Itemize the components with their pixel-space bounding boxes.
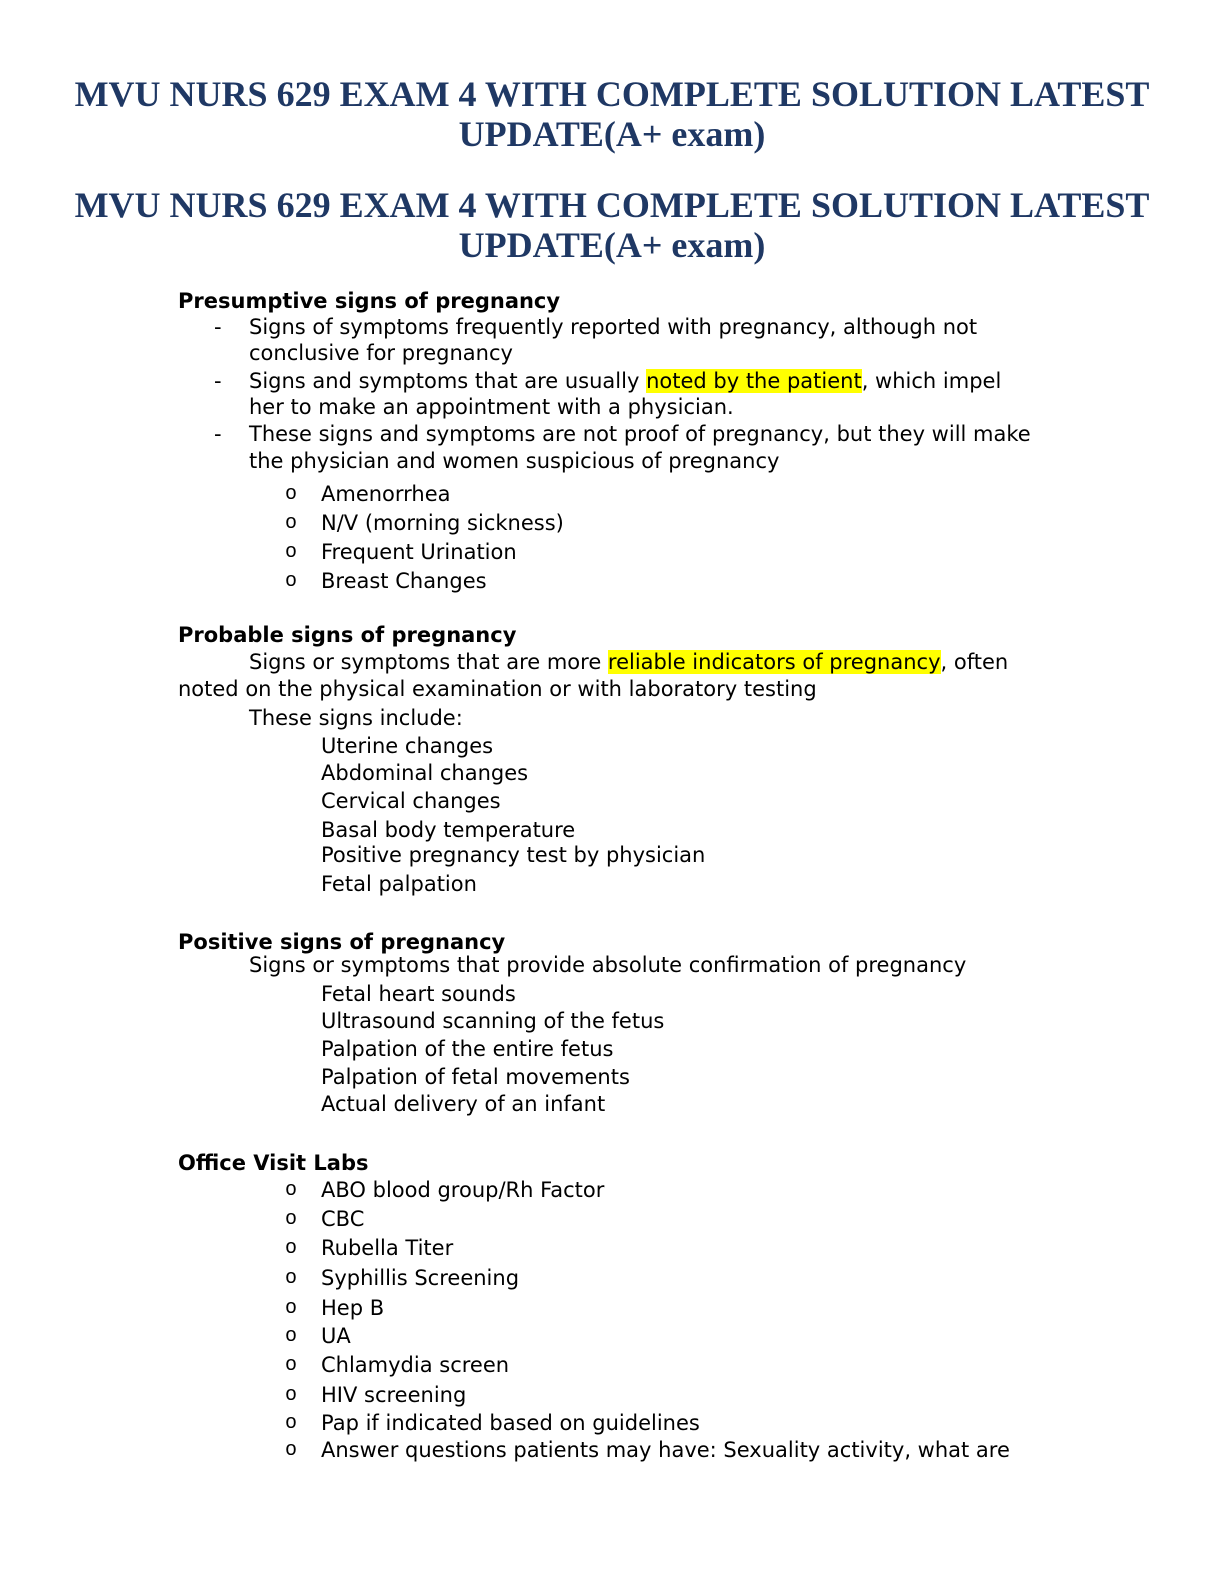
circle-bullet-icon: o: [285, 1297, 298, 1320]
circle-bullet-icon: o: [285, 1354, 298, 1377]
section-heading-probable: Probable signs of pregnancy: [178, 623, 517, 647]
probable-intro: These signs include:: [249, 706, 463, 730]
circle-bullet-icon: o: [285, 1384, 298, 1407]
circle-bullet-icon: o: [285, 1267, 298, 1290]
document-title-repeat: [0, 185, 1224, 265]
list-item: Ultrasound scanning of the fetus: [321, 1009, 665, 1033]
list-item: Answer questions patients may have: Sexuality activity, what are: [321, 1438, 1010, 1462]
circle-bullet-icon: o: [285, 512, 298, 535]
list-item: Cervical changes: [321, 789, 501, 813]
circle-bullet-icon: o: [285, 1412, 298, 1435]
list-item: Rubella Titer: [321, 1236, 454, 1260]
highlighted-text: reliable indicators of pregnancy: [607, 650, 941, 674]
circle-bullet-icon: o: [285, 483, 298, 506]
probable-description-line-2: noted on the physical examination or with laboratory testing: [178, 677, 817, 701]
circle-bullet-icon: o: [285, 1237, 298, 1260]
title-line: MVU NURS 629 EXAM 4 WITH COMPLETE SOLUTION LATEST: [74, 74, 1150, 114]
list-item: N/V (morning sickness): [321, 511, 564, 535]
text-segment: Signs and symptoms that are usually: [249, 369, 647, 393]
positive-intro: Signs or symptoms that provide absolute confirmation of pregnancy: [249, 953, 967, 977]
circle-bullet-icon: o: [285, 1208, 298, 1231]
list-item: Actual delivery of an infant: [321, 1092, 606, 1116]
presumptive-point-2-line-1: [249, 368, 1001, 394]
title-line: MVU NURS 629 EXAM 4 WITH COMPLETE SOLUTION LATEST: [74, 185, 1150, 225]
list-item: Amenorrhea: [321, 482, 451, 506]
list-item: Chlamydia screen: [321, 1353, 510, 1377]
list-item: Breast Changes: [321, 569, 487, 593]
list-item: Frequent Urination: [321, 540, 517, 564]
list-item: Abdominal changes: [321, 761, 529, 785]
section-heading-positive: Positive signs of pregnancy: [178, 930, 506, 954]
section-heading-presumptive: Presumptive signs of pregnancy: [178, 289, 561, 313]
dash-bullet: -: [214, 369, 222, 393]
circle-bullet-icon: o: [285, 541, 298, 564]
presumptive-point-1-line-1: Signs of symptoms frequently reported with pregnancy, although not: [249, 315, 978, 339]
text-segment: Signs or symptoms that are more: [249, 650, 608, 674]
text-segment: , often: [940, 650, 1009, 674]
presumptive-point-3-line-2: the physician and women suspicious of pregnancy: [249, 449, 780, 473]
presumptive-point-1-line-2: conclusive for pregnancy: [249, 341, 513, 365]
list-item: Hep B: [321, 1296, 385, 1320]
document-title: [0, 74, 1224, 154]
circle-bullet-icon: o: [285, 1179, 298, 1202]
presumptive-point-3-line-1: These signs and symptoms are not proof of pregnancy, but they will make: [249, 422, 1031, 446]
list-item: Positive pregnancy test by physician: [321, 843, 706, 867]
list-item: Fetal palpation: [321, 872, 477, 896]
text-segment: , which impel: [861, 369, 1002, 393]
list-item: Fetal heart sounds: [321, 982, 516, 1006]
highlighted-text: noted by the patient: [646, 369, 862, 393]
title-line: UPDATE(A+ exam): [458, 225, 766, 265]
list-item: Pap if indicated based on guidelines: [321, 1411, 700, 1435]
list-item: HIV screening: [321, 1383, 467, 1407]
list-item: ABO blood group/Rh Factor: [321, 1178, 605, 1202]
probable-description-line-1: [249, 649, 1008, 675]
title-line: UPDATE(A+ exam): [458, 114, 766, 154]
section-heading-office-labs: Office Visit Labs: [178, 1151, 369, 1175]
list-item: Basal body temperature: [321, 818, 576, 842]
circle-bullet-icon: o: [285, 1439, 298, 1462]
list-item: Uterine changes: [321, 734, 494, 758]
list-item: UA: [321, 1324, 351, 1348]
dash-bullet: -: [214, 422, 222, 446]
dash-bullet: -: [214, 315, 222, 339]
list-item: CBC: [321, 1207, 365, 1231]
circle-bullet-icon: o: [285, 1325, 298, 1348]
presumptive-point-2-line-2: her to make an appointment with a physician.: [249, 395, 734, 419]
list-item: Palpation of the entire fetus: [321, 1037, 614, 1061]
list-item: Syphillis Screening: [321, 1266, 520, 1290]
circle-bullet-icon: o: [285, 570, 298, 593]
list-item: Palpation of fetal movements: [321, 1065, 630, 1089]
